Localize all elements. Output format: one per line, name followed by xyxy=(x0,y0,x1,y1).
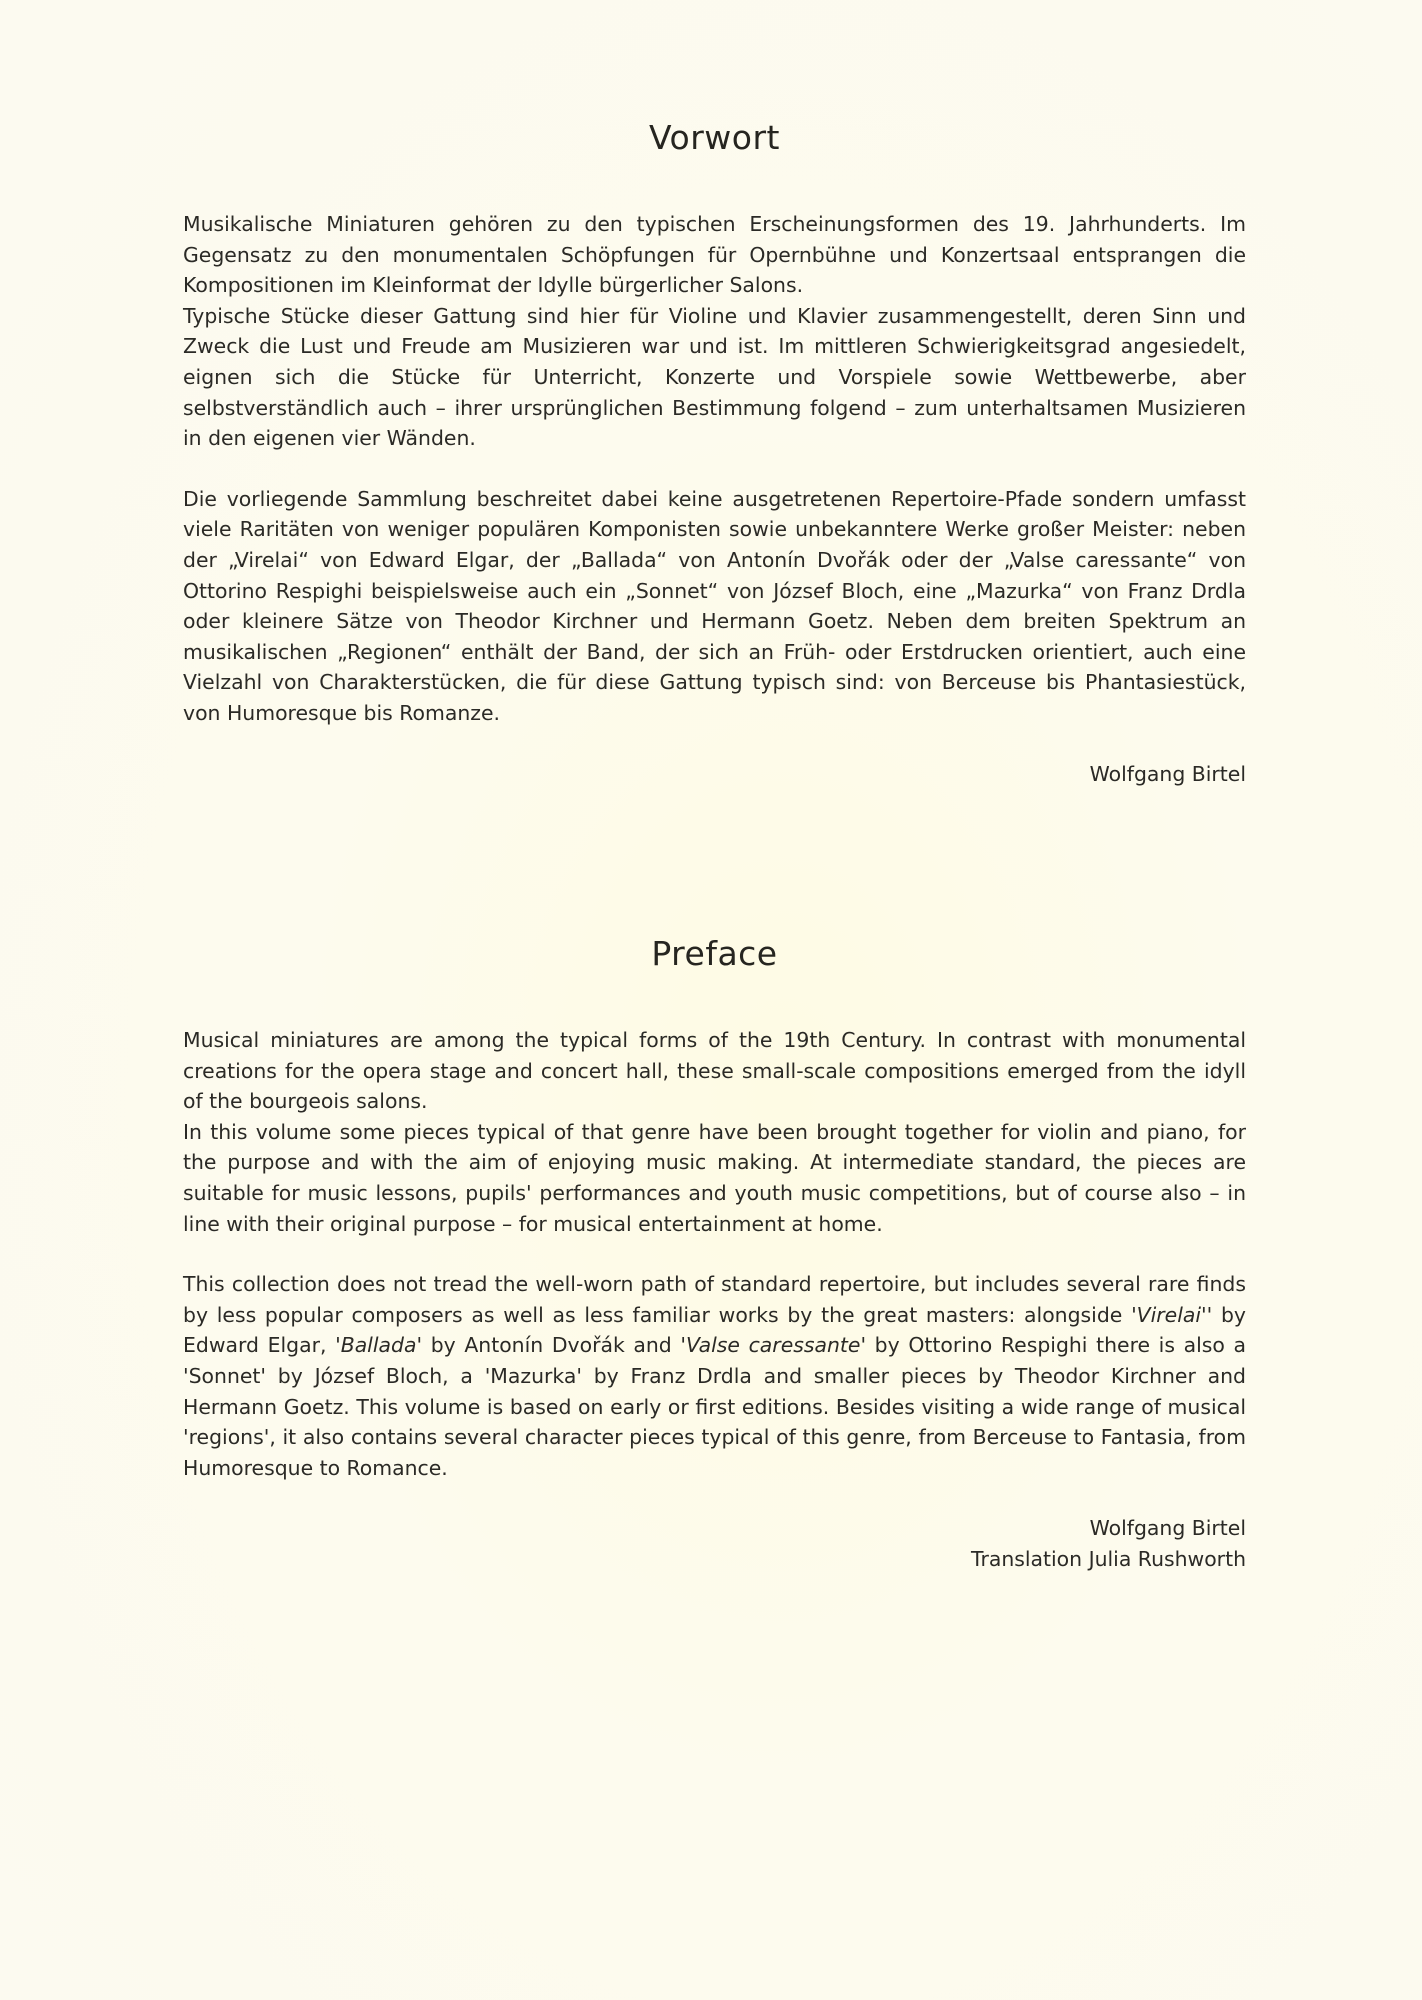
preface-paragraph-1: Musical miniatures are among the typical forms of the 19th Century. In contrast with monumental creations for the opera stage and concert hall, these small-scale compositions emerged from the idyll of the bourgeois salons. xyxy=(183,1028,1246,1114)
preface-p3-text-b: by Edward Elgar, xyxy=(183,1302,1246,1358)
preface-title-ballada: 'Ballada' xyxy=(335,1333,423,1358)
preface-p3-text-a: This collection does not tread the well-worn path of standard repertoire, but includes several rare finds by less popular composers as well as less familiar works by the great masters: alongside xyxy=(183,1272,1246,1327)
preface-signature: Wolfgang Birtel xyxy=(1089,1516,1246,1541)
preface-paragraph-2: In this volume some pieces typical of that genre have been brought together for violin and piano, for the purpose and with the aim of enjoying music making. At intermediate standard, the pieces are suitable for music lessons, pupils' performances and youth music competitions, but of course also – in line with their original purpose – for musical entertainment at home. xyxy=(183,1119,1246,1236)
preface-p3-text-d: by Ottorino Respighi there is also a 'Sonnet' by József Bloch, a 'Mazurka' by Franz Drdla and smaller pieces by Theodor Kirchner and Hermann Goetz. This volume is based on early or first editions. Besides visiting a wide range of musical 'regions', it also contains several character pieces typical of this genre, from Berceuse to Fantasia, from Humoresque to Romance. xyxy=(183,1333,1246,1480)
preface-section xyxy=(183,934,1246,1575)
preface-paragraph-3 xyxy=(183,1269,1246,1483)
vorwort-section xyxy=(183,118,1246,789)
vorwort-signature: Wolfgang Birtel xyxy=(1089,761,1246,786)
vorwort-paragraph-2: Typische Stücke dieser Gattung sind hier für Violine und Klavier zusammengestellt, deren Sinn und Zweck die Lust und Freude am Musizieren war und ist. Im mittleren Schwierigkeitsgrad angesiedelt, eignen sich die Stücke für Unterricht, Konzerte und Vorspiele sowie Wettbewerbe, aber selbstverständlich auch – ihrer ursprünglichen Bestimmung folgend – zum unterhaltsamen Musizieren in den eigenen vier Wänden. xyxy=(183,303,1246,451)
preface-title-valse: 'Valse caressante' xyxy=(680,1333,867,1358)
vorwort-paragraph-3: Die vorliegende Sammlung beschreitet dabei keine ausgetretenen Repertoire-Pfade sondern umfasst viele Raritäten von weniger populären Komponisten sowie unbekanntere Werke großer Meister: neben der „Virelai“ von Edward Elgar, der „Ballada“ von Antonín Dvořák oder der „Valse caressante“ von Ottorino Respighi beispielsweise auch ein „Sonnet“ von József Bloch, eine „Mazurka“ von Franz Drdla oder kleinere Sätze von Theodor Kirchner und Hermann Goetz. Neben dem breiten Spektrum an musikalischen „Regionen“ enthält der Band, der sich an Früh- oder Erstdrucken orientiert, auch eine Vielzahl von Charakterstücken, die für diese Gattung typisch sind: von Berceuse bis Phantasiestück, von Humoresque bis Romanze. xyxy=(183,486,1246,725)
preface-translation-credit: Translation Julia Rushworth xyxy=(970,1546,1246,1571)
vorwort-title: Vorwort xyxy=(649,118,780,157)
preface-title-virelai: 'Virelai'' xyxy=(1131,1302,1213,1327)
preface-title: Preface xyxy=(651,934,778,973)
vorwort-paragraph-1: Musikalische Miniaturen gehören zu den typischen Erscheinungsformen des 19. Jahrhunderts. Im Gegensatz zu den monumentalen Schöpfungen für Opernbühne und Konzertsaal entsprangen die Kompositionen im Kleinformat der Idylle bürgerlicher Salons. xyxy=(183,212,1246,298)
preface-p3-text-c: by Antonín Dvořák and xyxy=(422,1333,681,1358)
